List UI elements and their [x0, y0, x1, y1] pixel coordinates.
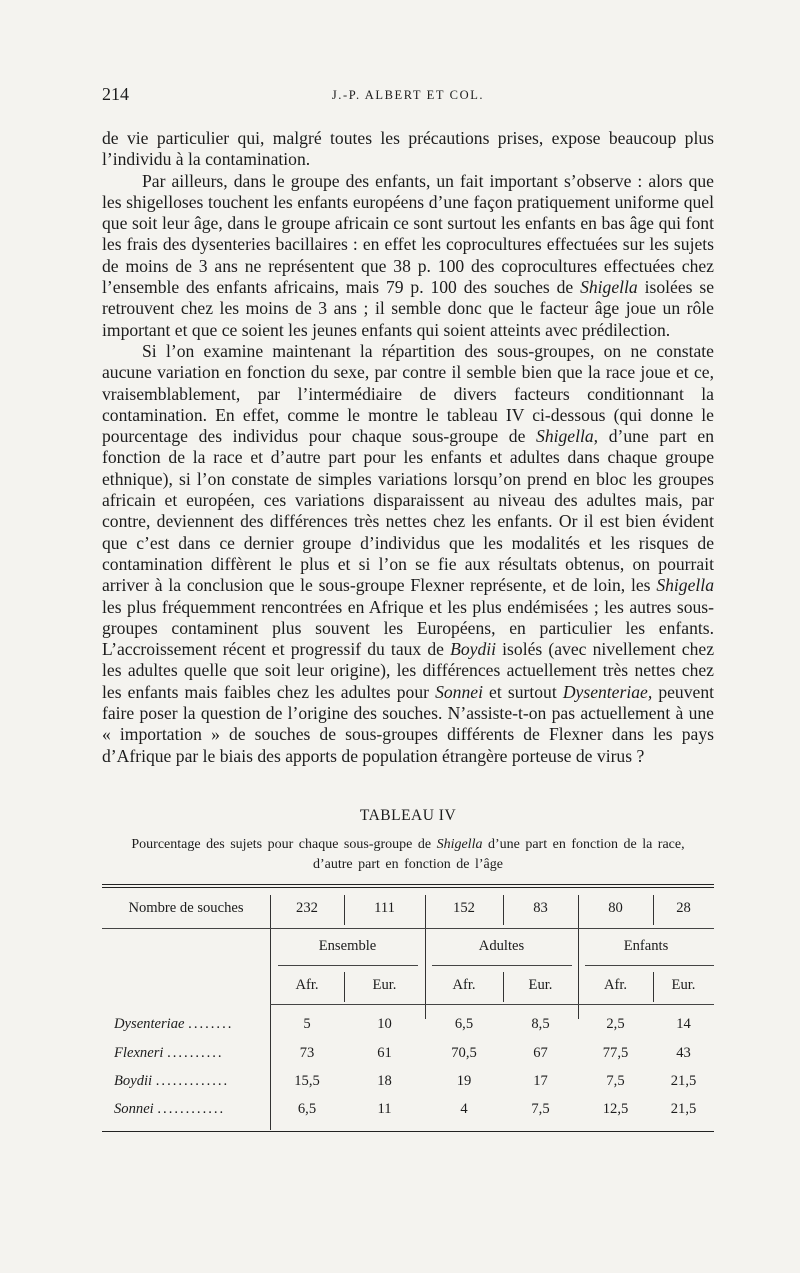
table-cell: 4 — [460, 1101, 468, 1117]
count-cell: 111 — [374, 900, 395, 916]
table-cell: 18 — [377, 1073, 392, 1089]
table-top-rule-2 — [102, 887, 714, 888]
table-cell: 21,5 — [670, 1101, 697, 1117]
subheader-cell: Eur. — [372, 977, 397, 993]
table-cell: 10 — [377, 1016, 392, 1032]
subheader-cell: Eur. — [671, 977, 696, 993]
table-cell: 73 — [299, 1045, 315, 1061]
table-cell: 12,5 — [602, 1101, 629, 1117]
table-cell: 70,5 — [451, 1045, 477, 1061]
group-line-3 — [585, 965, 714, 966]
group-line-1 — [278, 965, 418, 966]
table-cell: 67 — [533, 1045, 548, 1061]
table-cell: 21,5 — [670, 1073, 697, 1089]
article-body — [102, 128, 714, 767]
label-header-line — [102, 928, 270, 929]
page-number: 214 — [102, 84, 129, 104]
paragraph-2: Par ailleurs, dans le groupe des enfants, un fait important s’observe : alors que les shigelloses touchent les enfants européens d’une façon pratiquement uniforme quel que soit leur âge, dans le groupe africain ce sont surtout les enfants en bas âge qui font les frais des dysenteries bacillaires : en effet les coprocultures effectuées sur les sujets de moins de 3 ans ne représentent que 38 p. 100 des coprocultures effectuées chez l’ensemble des enfants africains, mais 79 p. 100 des souches de Shigella isolées se retrouvent chez les moins de 3 ans ; il semble donc que le facteur âge joue un rôle important et que ce soient les jeunes enfants qui soient atteints avec prédilection. — [102, 170, 714, 340]
table-caption: Pourcentage des sujets pour chaque sous-groupe de Shigella d’une part en fonction de la race, d’autre part en fonction de l’âge — [131, 837, 685, 872]
table-cell: 7,5 — [531, 1101, 550, 1117]
table-cell: 7,5 — [606, 1073, 625, 1089]
row-label-boydii: Boydii ............. — [114, 1073, 230, 1089]
table-cell: 15,5 — [294, 1073, 320, 1089]
paragraph-3: Si l’on examine maintenant la répartition des sous-groupes, on ne constate aucune variation en fonction du sexe, par contre il semble bien que la race joue et ce, vraisemblablement, par l’intermédiaire de divers facteurs conditionnant la contamination. En effet, comme le montre le tableau IV ci-dessous (qui donne le pourcentage des individus pour chaque sous-groupe de Shigella, d’une part en fonction de la race et d’autre part pour les enfants et adultes dans chaque groupe ethnique), si l’on constate de simples variations lorsqu’on prend en bloc les groupes africain et européen, ces variations disparaissent au niveau des adultes mais, par contre, deviennent des différences très nettes chez les enfants. Or il est bien évident que c’est dans ce dernier groupe d’individus que les modalités et les risques de contamination diffèrent le plus et si l’on se fie aux résultats obtenus, on pourrait arriver à la conclusion que le sous-groupe Flexner représente, et de loin, les Shigella les plus fréquemment rencontrées en Afrique et les plus endémisées ; les autres sous-groupes contaminent plus souvent les Européens, en particulier les enfants. L’accroissement récent et progressif du taux de Boydii isolés (avec nivellement chez les adultes quelle que soit leur origine), les différences actuellement très nettes chez les enfants mais faibles chez les adultes pour Sonnei et surtout Dysenteriae, peuvent faire poser la question de l’origine des souches. N’assiste-t-on pas actuellement à une « importation » de souches de sous-groupes différents de Flexner dans les pays d’Afrique par le biais des apports de population étrangère porteuse de virus ? — [102, 340, 715, 766]
group-header-adultes: Adultes — [478, 938, 525, 954]
row-label-sonnei: Sonnei ............ — [114, 1101, 226, 1117]
table-top-rule — [102, 884, 714, 885]
group-header-enfants: Enfants — [623, 938, 669, 954]
count-cell: 83 — [533, 900, 548, 916]
row-label-flexneri: Flexneri .......... — [114, 1045, 224, 1061]
group-line-2 — [432, 965, 572, 966]
table-cell: 43 — [676, 1045, 691, 1061]
count-cell: 28 — [676, 900, 691, 916]
count-cell: 152 — [453, 900, 475, 916]
count-cell: 80 — [608, 900, 623, 916]
table-cell: 11 — [377, 1101, 392, 1117]
count-cell: 232 — [296, 900, 318, 916]
subheader-cell: Afr. — [603, 977, 628, 993]
count-label: Nombre de souches — [128, 900, 244, 916]
table-cell: 6,5 — [454, 1016, 474, 1032]
table-cell: 14 — [676, 1016, 691, 1032]
row-label-dysenteriae: Dysenteriae ........ — [114, 1016, 234, 1032]
subheader-line — [270, 1004, 714, 1005]
table-title: TABLEAU IV — [359, 807, 457, 824]
group-header-ensemble: Ensemble — [318, 938, 377, 954]
table-cell: 77,5 — [602, 1045, 629, 1061]
table-cell: 6,5 — [297, 1101, 317, 1117]
table-cell: 2,5 — [606, 1016, 625, 1032]
table-bottom-rule — [102, 1131, 714, 1132]
table-cell: 61 — [377, 1045, 392, 1061]
table-cell: 8,5 — [531, 1016, 550, 1032]
page-header — [102, 84, 714, 108]
running-title: J.-P. ALBERT ET COL. — [331, 88, 485, 102]
subheader-cell: Eur. — [528, 977, 553, 993]
table-cell: 5 — [303, 1016, 311, 1032]
subheader-cell: Afr. — [452, 977, 476, 993]
subheader-cell: Afr. — [295, 977, 319, 993]
table-cell: 17 — [533, 1073, 548, 1089]
table-label-separator — [270, 895, 271, 1130]
table-cell: 19 — [456, 1073, 472, 1089]
counts-line — [270, 928, 714, 929]
paragraph-1: de vie particulier qui, malgré toutes les précautions prises, expose beaucoup plus l’individu à la contamination. — [102, 128, 714, 170]
